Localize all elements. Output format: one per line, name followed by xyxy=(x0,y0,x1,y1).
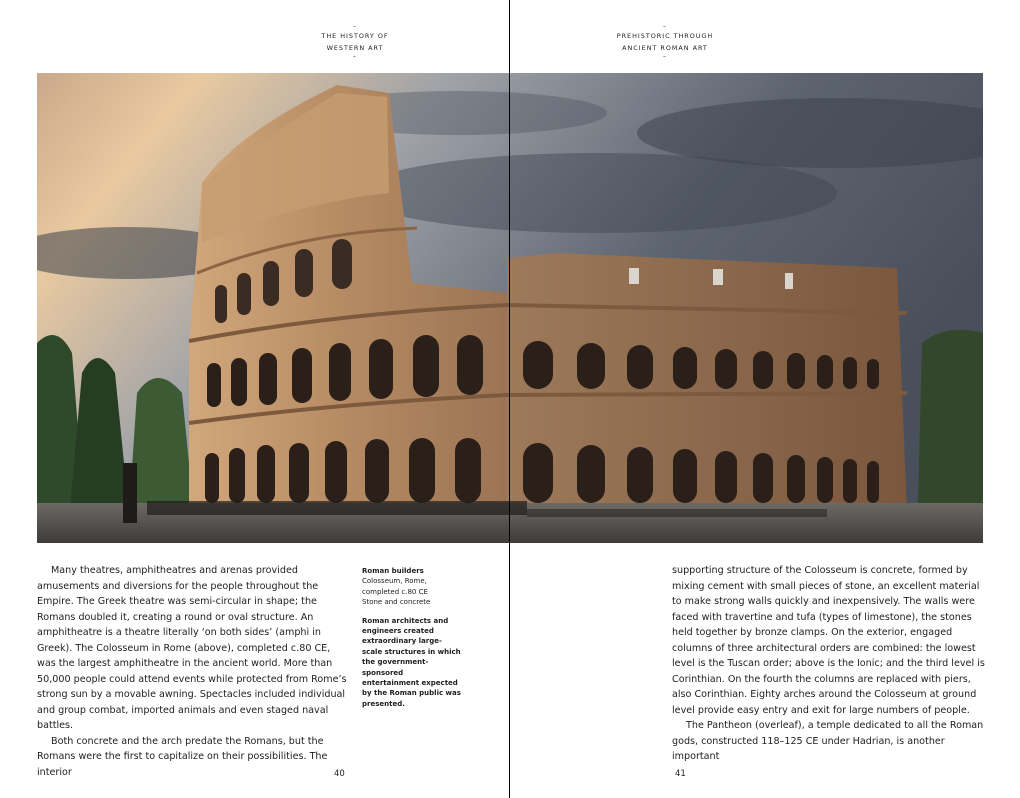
running-head-right xyxy=(585,24,745,60)
left-paragraph-1: Many theatres, amphitheatres and arenas provided amusements and diversions for the people throughout the Empire. The Greek theatre was semi-circular in shape; the Romans doubled it, creating a round or oval structure. An amphitheatre is a theatre literally ‘on both sides’ (amphi in Greek). The Colosseum in Rome (above), completed c.80 CE, was the largest amphitheatre in the ancient world. More than 50,000 people could attend events while protected from Rome’s strong sun by a movable awning. Spectacles included individual and group combat, imported animals and even staged naval battles. xyxy=(37,565,347,731)
running-head-dash-bottom: – xyxy=(353,53,357,60)
right-body-text xyxy=(672,563,987,765)
running-head-dash-top: – xyxy=(353,23,357,30)
running-head-dash-top: – xyxy=(663,23,667,30)
caption-line-location: Colosseum, Rome, xyxy=(362,577,427,586)
colosseum-photograph xyxy=(37,73,983,543)
left-paragraph-2: Both concrete and the arch predate the Romans, but the Romans were the first to capitalize on their possibilities. The interior xyxy=(37,735,328,778)
book-spine xyxy=(509,0,510,798)
page-number-right: 41 xyxy=(675,769,686,779)
running-head-line1: THE HISTORY OF xyxy=(321,32,389,40)
caption-block xyxy=(362,566,462,608)
running-head-line2: ANCIENT ROMAN ART xyxy=(622,44,708,52)
page-number-left: 40 xyxy=(334,769,345,779)
running-head-dash-bottom: – xyxy=(663,53,667,60)
left-body-text xyxy=(37,563,349,780)
running-head-left xyxy=(275,24,435,60)
right-paragraph-1: supporting structure of the Colosseum is concrete, formed by mixing cement with small pieces of stone, an excellent material to make strong walls quickly and inexpensively. The walls were faced with travertine and tufa (types of limestone), the stones held together by bronze clamps. On the exterior, engaged columns of three architectural orders are combined: the lowest level is the Tuscan order; above is the Ionic; and the third level is Corinthian. On the fourth the columns are replaced with piers, also Corinthian. Eighty arches around the Colosseum at ground level provide easy entry and exit for large numbers of people. xyxy=(672,565,985,716)
caption-line-date: completed c.80 CE xyxy=(362,587,428,596)
image-caption xyxy=(362,566,462,709)
running-head-line2: WESTERN ART xyxy=(326,44,384,52)
caption-line-medium: Stone and concrete xyxy=(362,598,431,607)
right-paragraph-2: The Pantheon (overleaf), a temple dedicated to all the Roman gods, constructed 118–125 CE under Hadrian, is another important xyxy=(672,720,984,762)
running-head-line1: PREHISTORIC THROUGH xyxy=(616,32,714,40)
caption-note: Roman architects and engineers created extraordinary large-scale structures in which the government-sponsored entertainment expected by the Roman public was presented. xyxy=(362,616,461,708)
caption-title: Roman builders xyxy=(362,567,424,575)
